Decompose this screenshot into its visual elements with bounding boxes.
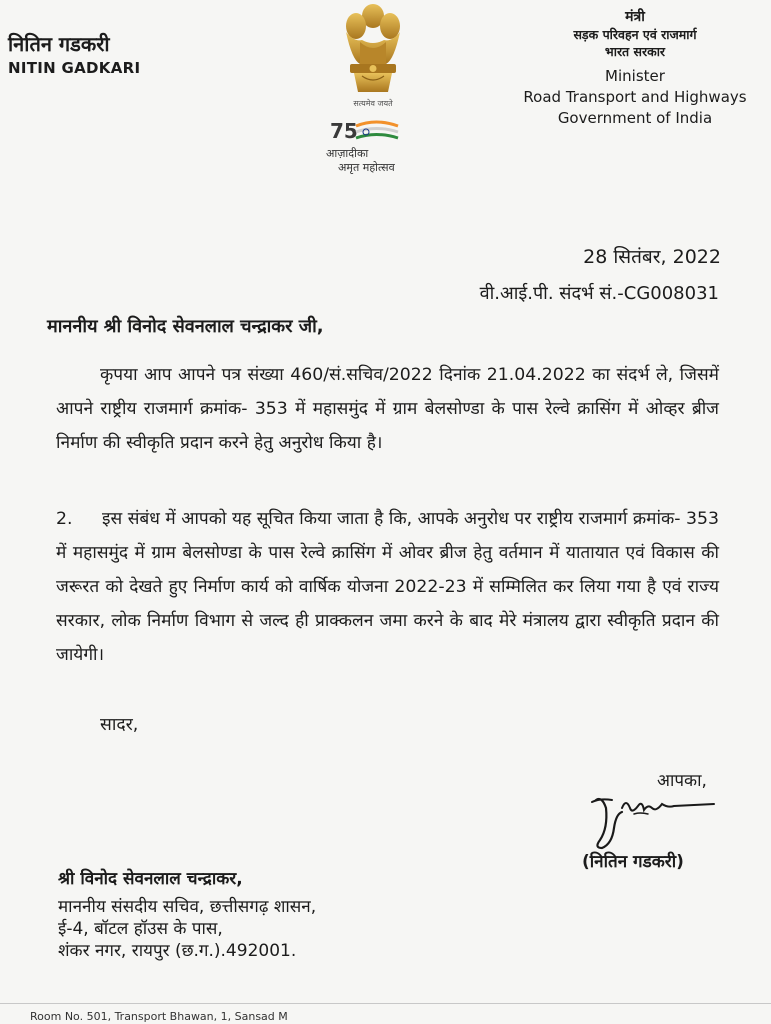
handwritten-signature (582, 778, 722, 858)
addressee-address-line1: ई-4, बॉटल हॉउस के पास, (58, 919, 223, 939)
yours-text: आपका, (657, 771, 707, 791)
salutation: माननीय श्री विनोद सेवनलाल चन्द्राकर जी, (47, 316, 324, 337)
emblem-motto: सत्यमेव जयते (353, 99, 393, 108)
title-hindi: मंत्री (625, 9, 645, 25)
addressee-designation: माननीय संसदीय सचिव, छत्तीसगढ़ शासन, (58, 897, 317, 917)
title-english: Minister (605, 67, 665, 85)
ministry-english: Road Transport and Highways (523, 88, 747, 106)
letter-date: 28 सितंबर, 2022 (583, 246, 721, 268)
paragraph-1: कृपया आप आपने पत्र संख्या 460/सं.सचिव/2022 दिनांक 21.04.2022 का संदर्भ ले, जिसमें आपने राष्ट्रीय राजमार्ग क्रमांक- 353 में महासमुंद में ग्राम बेलसोण्डा के पास रेल्वे क्रासिंग में ओव्हर ब्रीज निर्माण की स्वीकृति प्रदान करने हेतु अनुरोध किया है। (56, 365, 719, 453)
footer-divider (0, 1003, 771, 1004)
paragraph-2-number: 2. (56, 509, 73, 529)
closing-regards: सादर, (100, 715, 139, 735)
azadi-number: 75 (330, 119, 358, 143)
paragraph-2 (56, 502, 719, 672)
signer-name: (नितिन गडकरी) (582, 852, 684, 872)
sender-name-hindi: नितिन गडकरी (8, 32, 110, 56)
ministry-hindi: सड़क परिवहन एवं राजमार्ग (573, 27, 697, 42)
sender-name-english: NITIN GADKARI (8, 59, 141, 77)
addressee-address-line2: शंकर नगर, रायपुर (छ.ग.).492001. (58, 941, 297, 961)
azadi-text-line1: आज़ादीका (326, 147, 369, 160)
footer-address: Room No. 501, Transport Bhawan, 1, Sansad M (30, 1010, 288, 1023)
government-english: Government of India (557, 109, 713, 127)
government-hindi: भारत सरकार (604, 44, 666, 59)
vip-reference-number: वी.आई.पी. संदर्भ सं.-CG008031 (479, 283, 719, 304)
azadi-text-line2: अमृत महोत्सव (338, 161, 395, 174)
paragraph-2-text: इस संबंध में आपको यह सूचित किया जाता है कि, आपके अनुरोध पर राष्ट्रीय राजमार्ग क्रमांक- 353 में महासमुंद में ग्राम बेलसोण्डा के पास रेल्वे क्रासिंग में ओवर ब्रीज हेतु वर्तमान में यातायात एवं विकास की जरूरत को देखते हुए निर्माण कार्य को वार्षिक योजना 2022-23 में सम्मिलित कर लिया गया है एवं राज्य सरकार, लोक निर्माण विभाग से जल्द ही प्राक्कलन जमा करने के बाद मेरे मंत्रालय द्वारा स्वीकृति प्रदान की जायेगी। (56, 509, 719, 665)
addressee-name: श्री विनोद सेवनलाल चन्द्राकर, (58, 869, 243, 889)
ministry-header (500, 8, 770, 129)
